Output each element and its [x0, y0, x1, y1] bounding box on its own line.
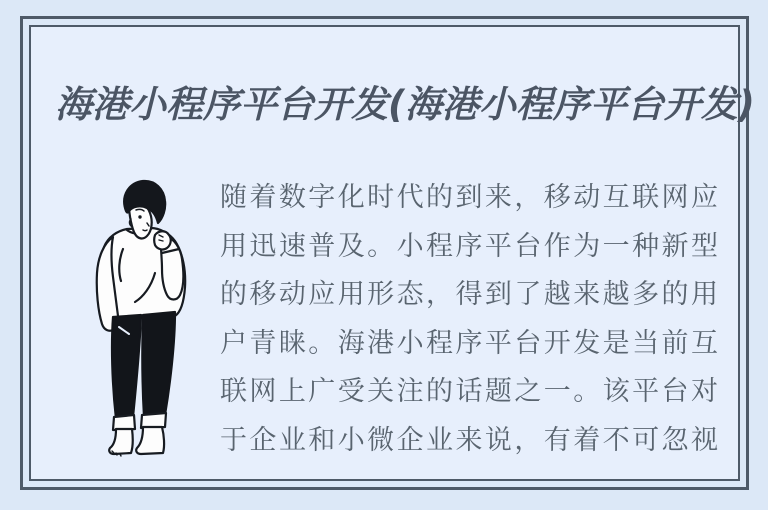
body-line: 户青睐。海港小程序平台开发是当前互 — [220, 327, 718, 359]
body-line: 的移动应用形态，得到了越来越多的用 — [220, 279, 718, 310]
body-line: 联网上广受关注的话题之一。该平台对 — [220, 376, 718, 407]
body-line: 随着数字化时代的到来，移动互联网应 — [220, 182, 718, 213]
article-body — [220, 174, 718, 465]
body-line: 用迅速普及。小程序平台作为一种新型 — [220, 230, 718, 262]
card-outer-frame — [20, 16, 755, 490]
page-title: 海港小程序平台开发(海港小程序平台开发) — [55, 82, 755, 126]
thinking-person-illustration — [83, 177, 193, 469]
body-line: 于企业和小微企业来说，有着不可忽视 — [220, 424, 718, 456]
card-inner-frame — [29, 25, 755, 481]
thinking-person-icon — [83, 177, 193, 469]
